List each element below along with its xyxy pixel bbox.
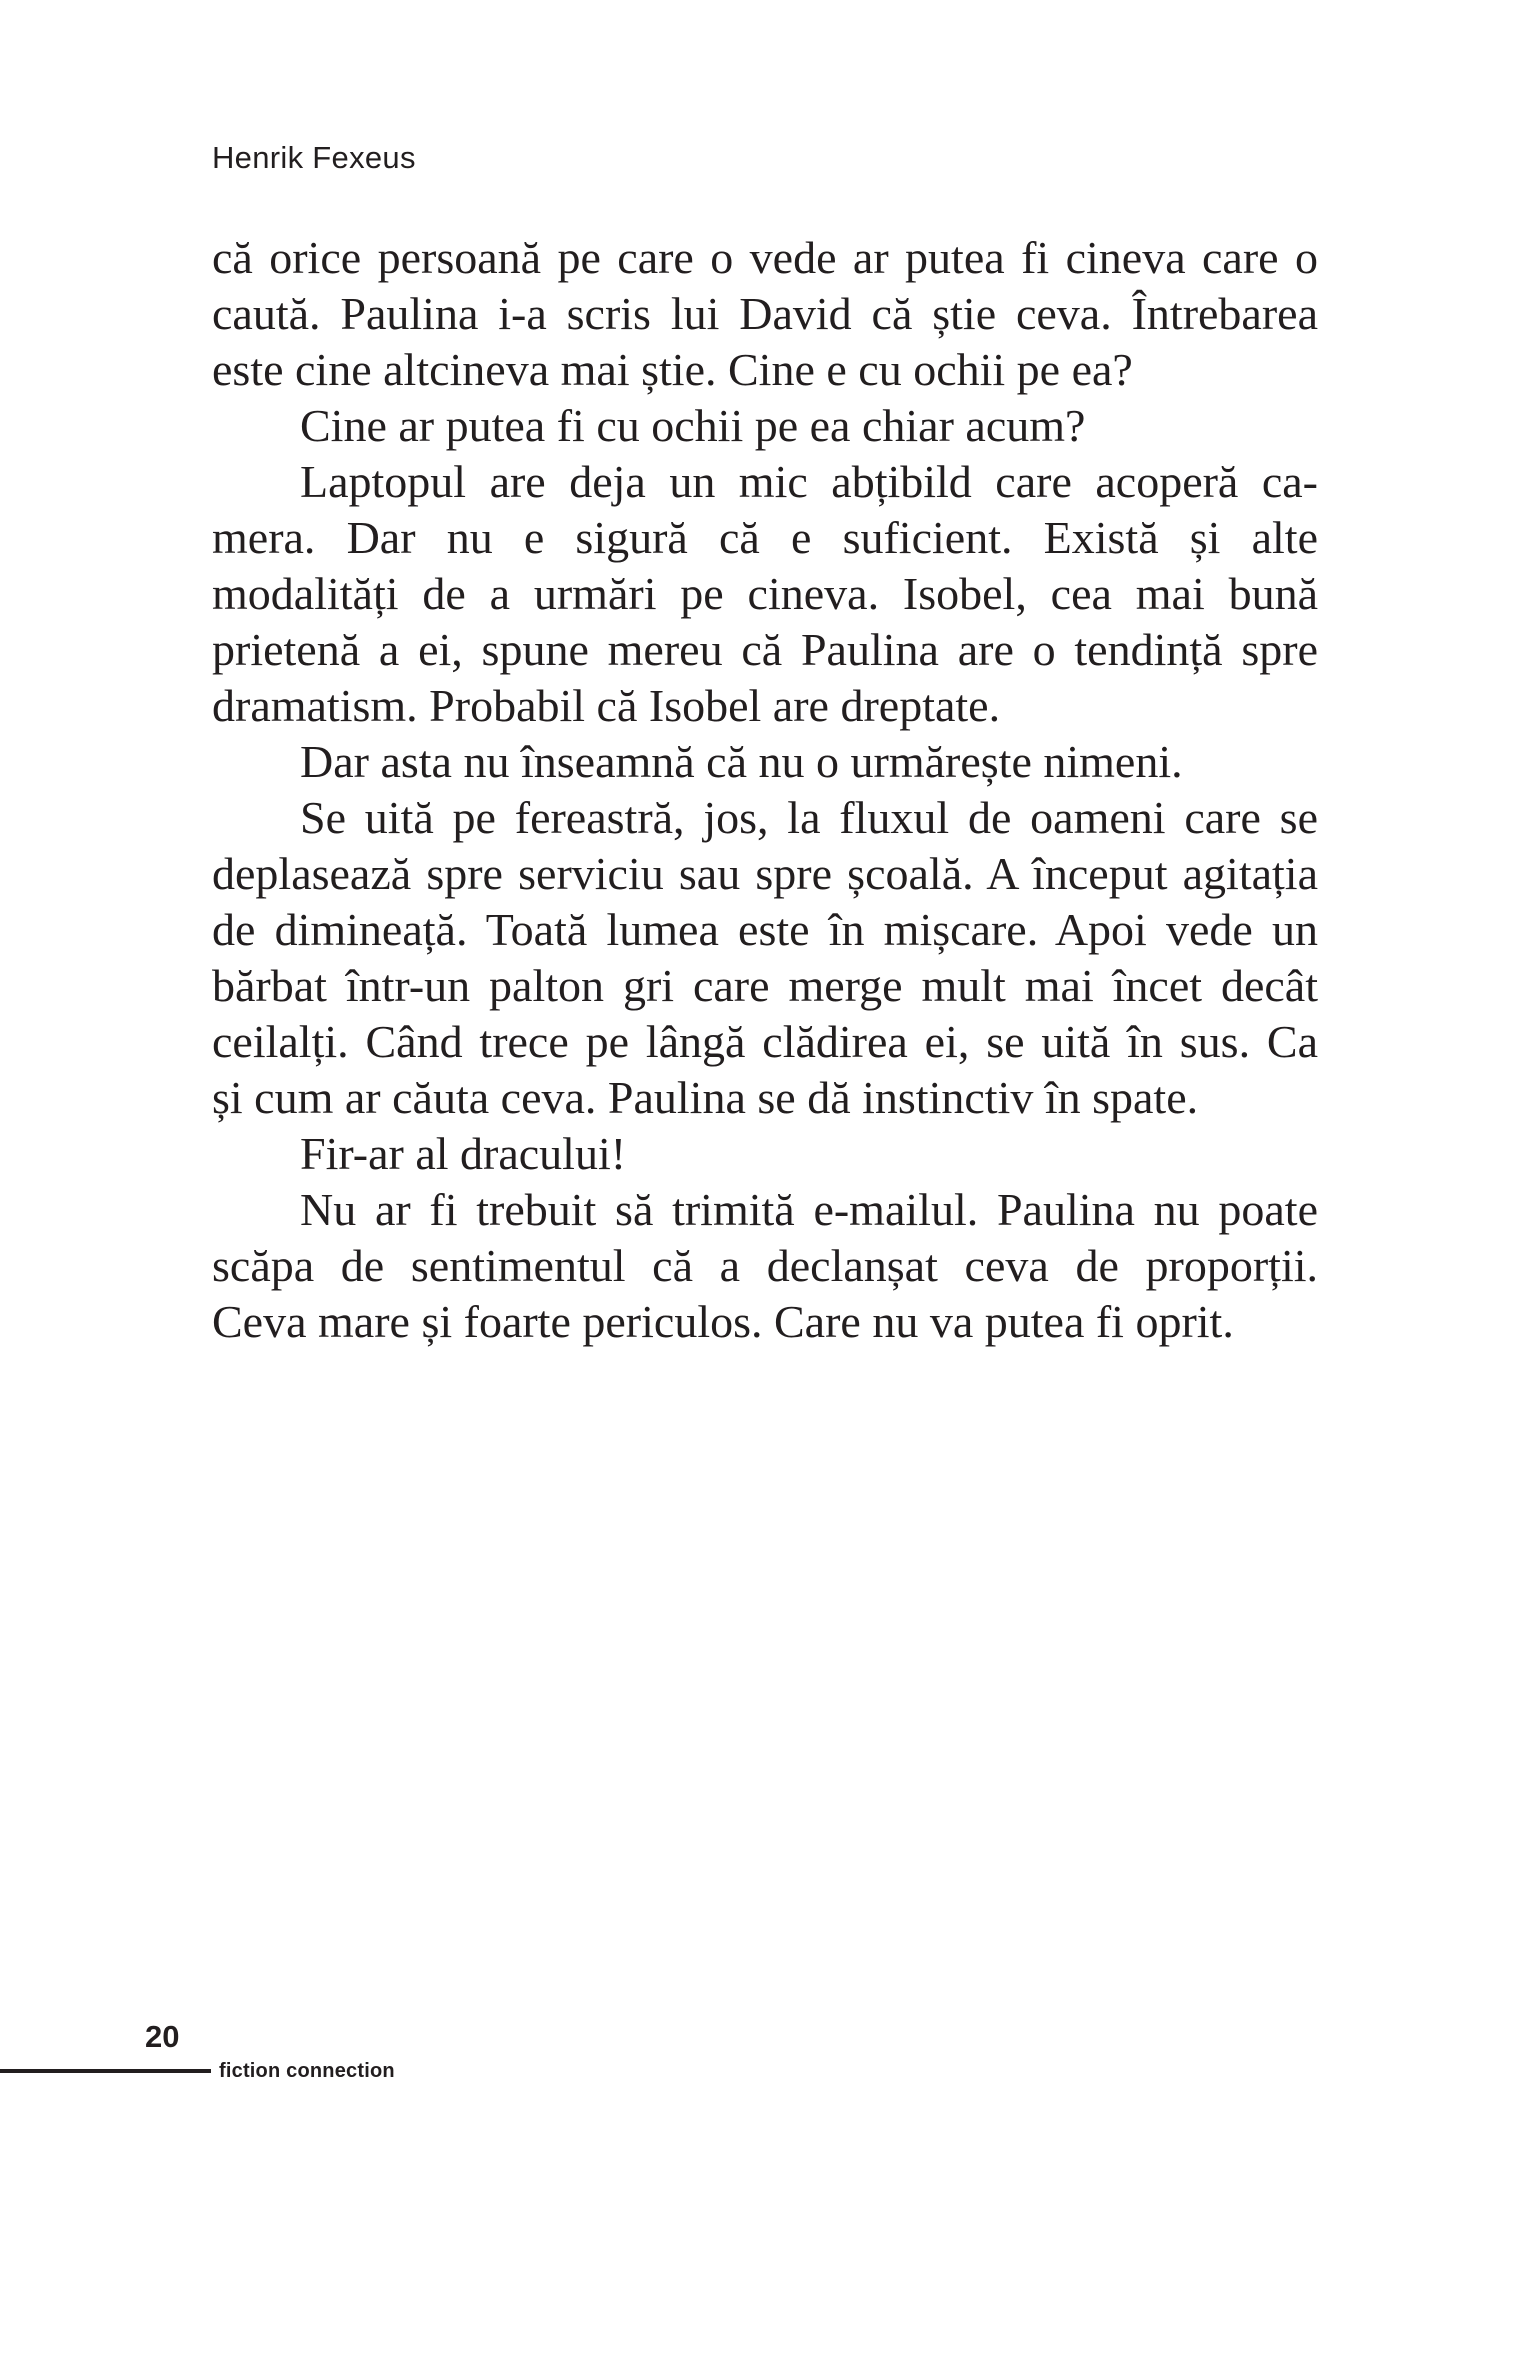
text-line: că orice persoană pe care o vede ar putea fi cineva care o [212, 232, 1318, 283]
text-line: Dar asta nu înseamnă că nu o urmărește nimeni. [300, 736, 1183, 787]
text-line: caută. Paulina i-a scris lui David că știe ceva. Întrebarea [212, 288, 1318, 339]
text-line: prietenă a ei, spune mereu că Paulina are o tendință spre [212, 624, 1318, 675]
text-line: și cum ar căuta ceva. Paulina se dă instinctiv în spate. [212, 1072, 1199, 1123]
text-line: mera. Dar nu e sigură că e suficient. Există și alte [212, 512, 1318, 563]
body-text [212, 230, 1318, 1350]
text-line: este cine altcineva mai știe. Cine e cu ochii pe ea? [212, 344, 1133, 395]
text-line: scăpa de sentimentul că a declanșat ceva de proporții. [212, 1240, 1318, 1291]
text-line: Fir-ar al dracului! [300, 1128, 627, 1179]
text-line: bărbat într-un palton gri care merge mult mai încet decât [212, 960, 1318, 1011]
running-header-author: Henrik Fexeus [212, 140, 416, 175]
text-line: deplasează spre serviciu sau spre școală. A început agitația [212, 848, 1318, 899]
text-line: Laptopul are deja un mic abțibild care acoperă ca- [300, 456, 1318, 507]
text-line: Se uită pe fereastră, jos, la fluxul de oameni care se [300, 792, 1318, 843]
imprint-logo: fiction connection [219, 2060, 395, 2082]
text-line: de dimineață. Toată lumea este în mișcare. Apoi vede un [212, 904, 1318, 955]
text-line: Ceva mare și foarte periculos. Care nu va putea fi oprit. [212, 1296, 1234, 1347]
text-line: Nu ar fi trebuit să trimită e-mailul. Paulina nu poate [300, 1184, 1318, 1235]
footer-rule [0, 2069, 211, 2073]
page-number: 20 [145, 2019, 180, 2054]
text-line: modalități de a urmări pe cineva. Isobel, cea mai bună [212, 568, 1318, 619]
text-line: Cine ar putea fi cu ochii pe ea chiar acum? [300, 400, 1086, 451]
text-line: ceilalți. Când trece pe lângă clădirea ei, se uită în sus. Ca [212, 1016, 1318, 1067]
text-line: dramatism. Probabil că Isobel are dreptate. [212, 680, 1001, 731]
